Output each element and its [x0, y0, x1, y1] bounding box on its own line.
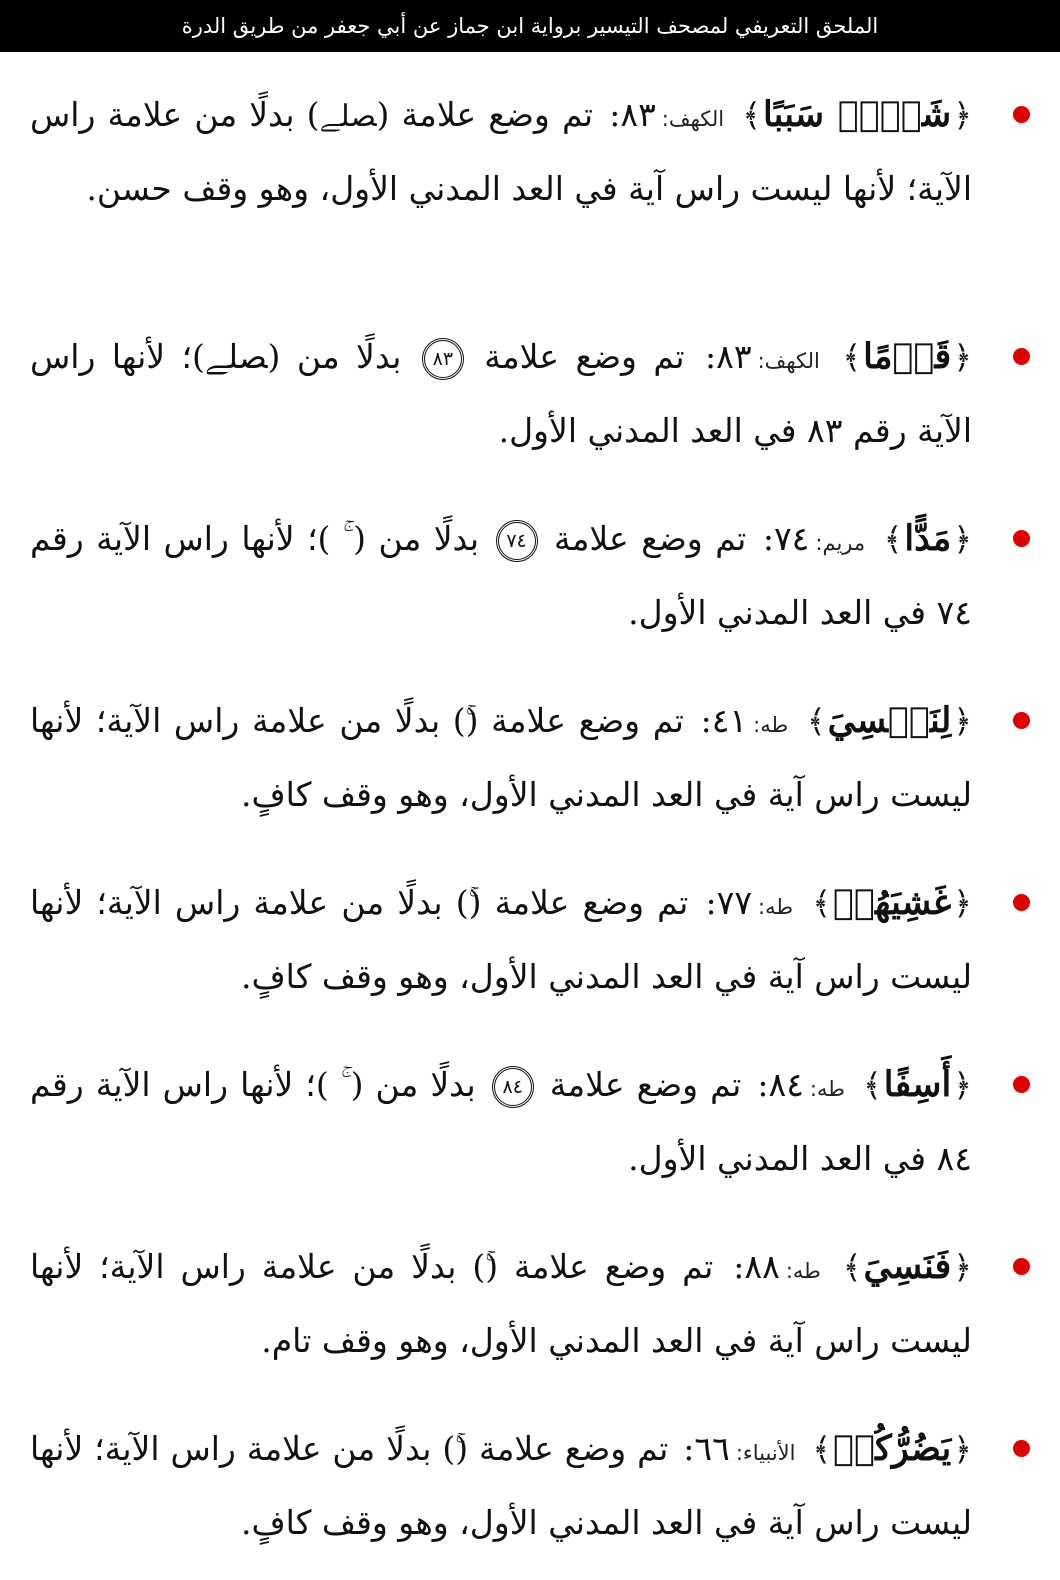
bracket-close: ﴾ — [812, 884, 831, 922]
bullet-icon — [1013, 894, 1030, 911]
verse-number: ٨٨: — [733, 1247, 780, 1286]
bullet-icon — [1013, 1440, 1030, 1457]
entry-text — [30, 1232, 972, 1376]
entry-item — [30, 504, 1030, 648]
ayah-end-marker-icon: ٧٤ — [496, 520, 538, 562]
quran-word-group — [863, 1065, 972, 1104]
bracket-open: ﴿ — [953, 702, 972, 740]
quran-word: قَوۡمًا — [863, 336, 952, 377]
note-after: ) بدلًا من علامة راس الآية؛ لأنها ليست راس آية في العد المدني الأول، وهو وقف كافٍ. — [30, 701, 972, 814]
quran-word-group — [812, 883, 972, 922]
entry-item — [30, 1050, 1030, 1194]
bracket-close: ﴾ — [842, 1248, 862, 1286]
note-before: تم وضع علامة — [549, 1065, 742, 1104]
bracket-close: ﴾ — [812, 1430, 832, 1468]
surah-name: الكهف: — [661, 107, 725, 131]
entry-text — [30, 322, 972, 466]
bullet-icon — [1013, 106, 1030, 123]
quran-word: أَسِفًا — [883, 1064, 952, 1105]
note-before: تم وضع علامة ( — [455, 1429, 669, 1468]
entry-text — [30, 80, 972, 224]
bullet-icon — [1013, 1076, 1030, 1093]
note-before: تم وضع علامة — [554, 519, 747, 558]
bracket-open: ﴿ — [953, 96, 972, 134]
verse-number: ٤١: — [700, 701, 748, 740]
bracket-open: ﴿ — [953, 338, 972, 376]
bracket-close: ﴾ — [806, 702, 826, 740]
note-after: ) بدلًا من علامة راس الآية؛ لأنها ليست راس آية في العد المدني الأول، وهو وقف تام. — [30, 1247, 972, 1360]
bracket-open: ﴿ — [953, 520, 972, 558]
quran-word-group — [884, 519, 972, 558]
surah-name: طه: — [785, 1259, 821, 1283]
bullet-icon — [1013, 530, 1030, 547]
note-before: تم وضع علامة ( — [485, 1247, 714, 1286]
bullet-icon — [1013, 348, 1030, 365]
entry-text — [30, 1414, 972, 1558]
note-before: تم وضع علامة ( — [376, 95, 594, 134]
quran-word-group — [807, 701, 972, 740]
quran-word: غَشِيَهُمۡ — [833, 882, 952, 923]
entry-text — [30, 504, 972, 648]
quran-word: يَضُرُّكُمۡ — [833, 1428, 952, 1469]
bullet-icon — [1013, 1258, 1030, 1275]
quran-word: لِنَفۡسِيَ — [827, 700, 952, 741]
entry-item — [30, 1232, 1030, 1376]
note-after: بدلًا من ( ۚ )؛ لأنها راس الآية رقم ٧٤ في العد المدني الأول. — [30, 519, 972, 632]
entries-list — [0, 52, 1060, 1580]
surah-name: الأنبياء: — [735, 1441, 796, 1465]
bracket-close: ﴾ — [863, 1066, 882, 1104]
surah-name: طه: — [753, 713, 789, 737]
entry-item — [30, 686, 1030, 830]
quran-word-group — [842, 337, 972, 376]
entry-item — [30, 80, 1030, 224]
entry-item — [30, 1414, 1030, 1558]
note-after: ) بدلًا من علامة راس الآية؛ لأنها ليست راس آية في العد المدني الأول، وهو وقف حسن. — [30, 95, 972, 208]
note-before: تم وضع علامة ( — [465, 701, 684, 740]
bracket-open: ﴿ — [953, 1248, 972, 1286]
bracket-open: ﴿ — [953, 1430, 972, 1468]
bullet-icon — [1013, 712, 1030, 729]
verse-number: ٧٤: — [762, 519, 810, 558]
quran-word-group — [812, 1429, 972, 1468]
note-after: بدلًا من (ﺼﻠﮯ)؛ لأنها راس الآية رقم ٨٣ في العد المدني الأول. — [30, 337, 972, 450]
quran-word-group — [742, 95, 972, 134]
quran-word: فَنَسِيَ — [863, 1246, 952, 1287]
waqf-mark: ﺼﻠﮯ — [319, 99, 377, 134]
surah-name: طه: — [758, 895, 794, 919]
note-after: بدلًا من ( ۚ )؛ لأنها راس الآية رقم ٨٤ في العد المدني الأول. — [30, 1065, 972, 1178]
header-title: الملحق التعريفي لمصحف التيسير برواية ابن جماز عن أبي جعفر من طريق الدرة — [181, 14, 879, 38]
note-after: ) بدلًا من علامة راس الآية؛ لأنها ليست راس آية في العد المدني الأول، وهو وقف كافٍ. — [30, 883, 972, 996]
entry-text — [30, 868, 972, 1012]
bracket-close: ﴾ — [742, 96, 761, 134]
quran-word: شَيۡءٖ سَبَبًا — [762, 94, 952, 135]
surah-name: طه: — [809, 1077, 845, 1101]
ayah-end-marker-icon: ٨٤ — [492, 1066, 534, 1108]
note-before: تم وضع علامة — [484, 337, 685, 376]
verse-number: ٧٧: — [705, 883, 753, 922]
entry-item — [30, 322, 1030, 466]
verse-number: ٨٣: — [704, 337, 752, 376]
quran-word-group — [843, 1247, 972, 1286]
note-before: تم وضع علامة ( — [468, 883, 689, 922]
entry-text — [30, 1050, 972, 1194]
surah-name: مريم: — [815, 531, 866, 555]
verse-number: ٦٦: — [683, 1429, 730, 1468]
quran-word: مَدًّا — [904, 518, 952, 559]
bracket-open: ﴿ — [953, 1066, 972, 1104]
bracket-open: ﴿ — [953, 884, 972, 922]
entry-item — [30, 868, 1030, 1012]
page-header — [0, 0, 1060, 52]
surah-name: الكهف: — [757, 349, 820, 373]
ayah-end-marker-icon: ٨٣ — [422, 338, 464, 380]
note-after: ) بدلًا من علامة راس الآية؛ لأنها ليست راس آية في العد المدني الأول، وهو وقف كافٍ. — [30, 1429, 972, 1542]
verse-number: ٨٣: — [609, 95, 656, 134]
entry-text — [30, 686, 972, 830]
bracket-close: ﴾ — [883, 520, 903, 558]
bracket-close: ﴾ — [842, 338, 862, 376]
verse-number: ٨٤: — [757, 1065, 804, 1104]
